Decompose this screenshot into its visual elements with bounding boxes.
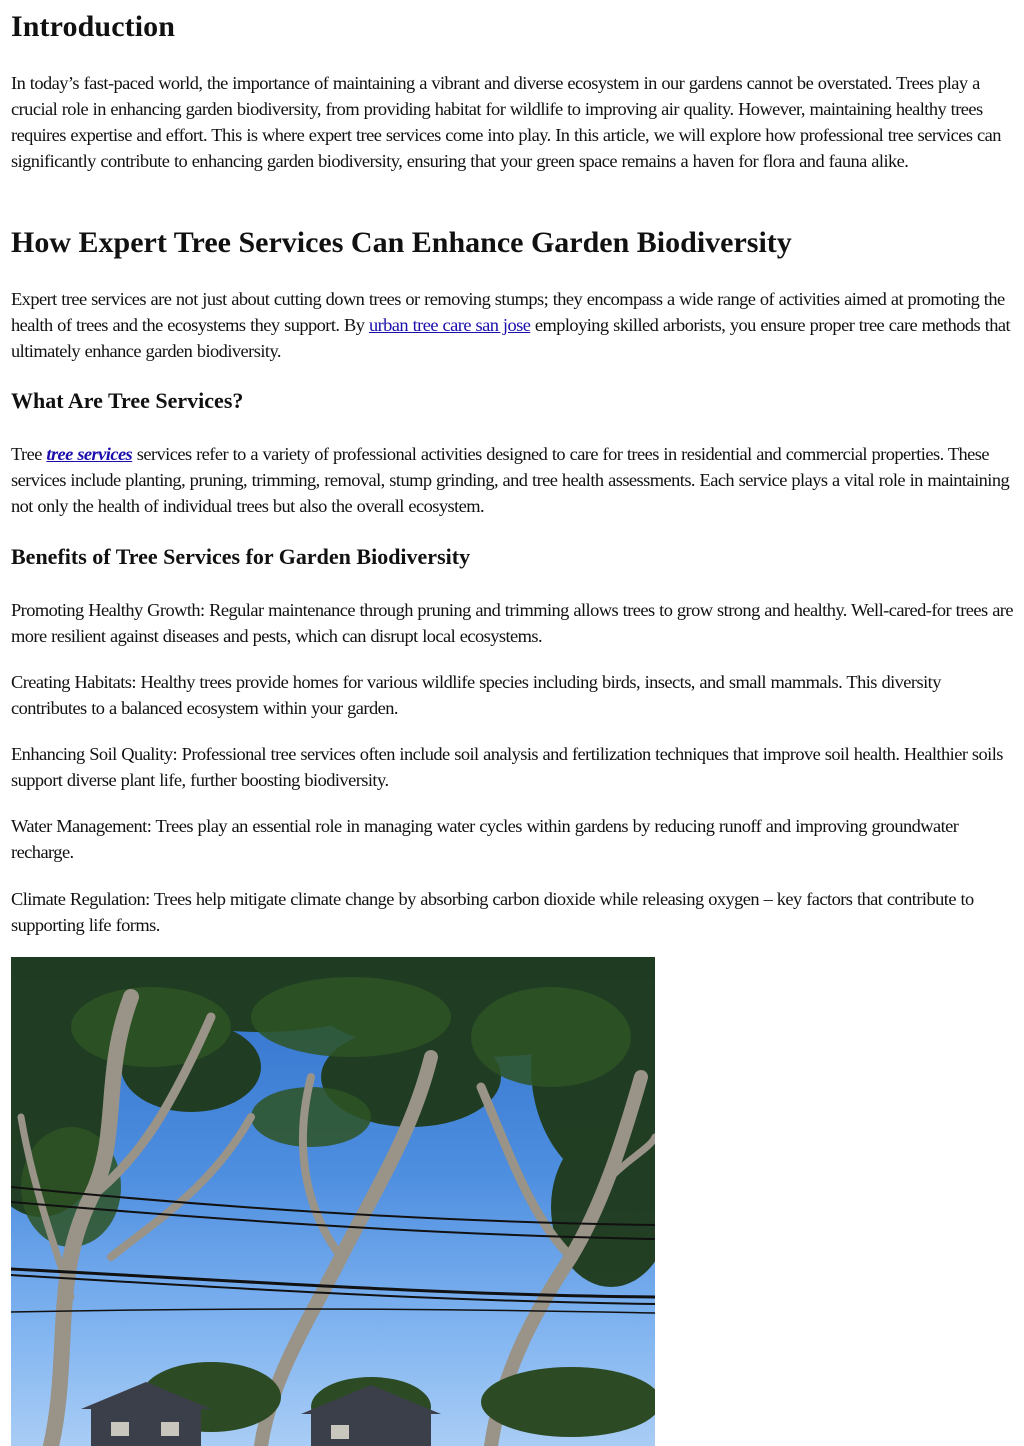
urban-tree-care-link[interactable]: urban tree care san jose: [368, 315, 531, 335]
what-paragraph-text-1: Tree: [11, 444, 47, 464]
benefits-heading: Benefits of Tree Services for Garden Biodiversity: [11, 544, 471, 569]
tree-services-link[interactable]: tree services: [46, 444, 133, 464]
benefit-item: Climate Regulation: Trees help mitigate climate change by absorbing carbon dioxide while releasing oxygen – key factors that contribute to supporting life forms.: [11, 889, 974, 935]
what-paragraph: [11, 441, 1014, 519]
intro-heading: Introduction: [11, 10, 176, 43]
main-paragraph-text-2: employing skilled arborists, you ensure proper tree care methods that ultimately enhance garden biodiversity.: [11, 315, 1011, 361]
what-heading: What Are Tree Services?: [11, 388, 244, 413]
benefit-item: Enhancing Soil Quality: Professional tree services often include soil analysis and fertilization techniques that improve soil health. Healthier soils support diverse plant life, further boosting biodiversity.: [11, 744, 1003, 790]
intro-paragraph: In today’s fast-paced world, the importance of maintaining a vibrant and diverse ecosystem in our gardens cannot be overstated. Trees play a crucial role in enhancing garden biodiversity, from providing habitat for wildlife to improving air quality. However, maintaining healthy trees requires expertise and effort. This is where expert tree services come into play. In this article, we will explore how professional tree services can significantly contribute to enhancing garden biodiversity, ensuring that your green space remains a haven for flora and fauna alike.: [11, 73, 1001, 171]
main-paragraph-text-1: Expert tree services are not just about cutting down trees or removing stumps; they encompass a wide range of activities aimed at promoting the health of trees and the ecosystems they support. By: [11, 289, 1005, 335]
benefit-item: Promoting Healthy Growth: Regular maintenance through pruning and trimming allows trees to grow strong and healthy. Well-cared-for trees are more resilient against diseases and pests, which can disrupt local ecosystems.: [11, 600, 1013, 646]
tree-photo-illustration: [11, 957, 655, 1446]
benefit-item: Water Management: Trees play an essential role in managing water cycles within gardens by reducing runoff and improving groundwater recharge.: [11, 816, 959, 862]
what-paragraph-text-2: services refer to a variety of professional activities designed to care for trees in residential and commercial properties. These services include planting, pruning, trimming, removal, stump grinding, and tree health assessments. Each service plays a vital role in maintaining not only the health of individual trees but also the overall ecosystem.: [11, 444, 1010, 516]
main-paragraph: [11, 286, 1014, 364]
benefit-item: Creating Habitats: Healthy trees provide homes for various wildlife species including birds, insects, and small mammals. This diversity contributes to a balanced ecosystem within your garden.: [11, 672, 941, 718]
main-heading: How Expert Tree Services Can Enhance Garden Biodiversity: [11, 226, 792, 259]
tree-photo: [11, 957, 655, 1446]
